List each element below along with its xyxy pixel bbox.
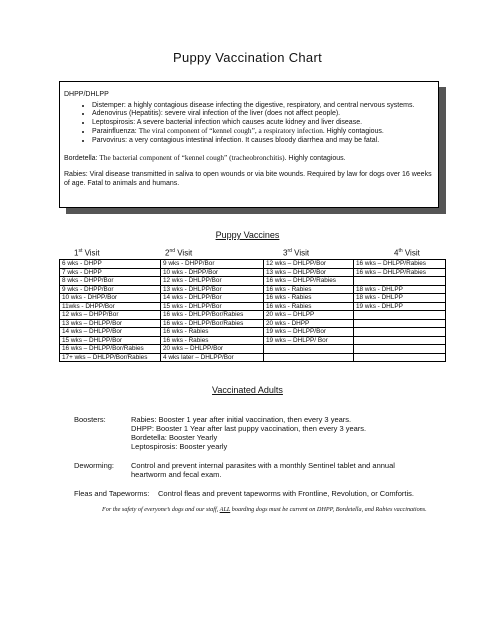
visit-header-3 [283, 248, 309, 258]
fleas-label: Fleas and Tapeworms: [74, 489, 150, 498]
table-cell: 19 wks – DHLPP/ Bor [264, 336, 354, 345]
table-row [60, 328, 446, 337]
puppy-vaccines-heading [0, 230, 495, 240]
table-row [60, 260, 446, 269]
table-row [60, 353, 446, 362]
disease-item-parvovirus: • Parvovirus: a very contagious intestinal infection. It causes bloody diarrhea and may be fatal. [92, 137, 434, 146]
visit-label: Visit [402, 248, 420, 258]
table-cell [264, 353, 354, 362]
disease-info-box [59, 81, 439, 208]
table-cell: 13 wks – DHLPP/Bor [264, 268, 354, 277]
table-cell: 20 wks - DHPP [264, 319, 354, 328]
table-row [60, 302, 446, 311]
table-cell: 16 wks - DHLPP/Bor/Rabies [161, 319, 264, 328]
table-cell: 13 wks - DHLPP/Bor [161, 285, 264, 294]
bordetella-label: Bordetella: [64, 154, 98, 162]
table-row [60, 336, 446, 345]
table-cell: 15 wks – DHLPP/Bor [60, 336, 161, 345]
table-cell [354, 353, 446, 362]
visit-num: 2 [165, 248, 170, 258]
booster-leptospirosis: Leptospirosis: Booster yearly [131, 442, 228, 451]
footnote-after: boarding dogs must be current on DHPP, Bordetella, and Rabies vaccinations. [230, 506, 427, 513]
table-cell: 16 wks - Rabies [161, 328, 264, 337]
booster-dhpp: DHPP: Booster 1 Year after last puppy vaccination, then every 3 years. [131, 424, 367, 433]
table-cell [354, 277, 446, 286]
visit-sup: nd [169, 248, 176, 254]
table-cell: 18 wks - DHLPP [354, 294, 446, 303]
table-cell: 16 wks - DHLPP/Bor/Rabies [161, 311, 264, 320]
table-cell: 19 wks – DHLPP/Bor [264, 328, 354, 337]
table-cell: 6 wks - DHPP [60, 260, 161, 269]
disease-item-adenovirus: • Adenovirus (Hepatitis): severe viral infection of the liver (does not affect people). [92, 110, 434, 119]
deworming-text: Control and prevent internal parasites with a monthly Sentinel tablet and annual heartworm and fecal exam. [131, 461, 395, 479]
footnote-before: For the safety of everyone’s dogs and our staff, [102, 506, 220, 513]
visit-header-1 [74, 248, 100, 258]
table-cell: 12 wks - DHLPP/Bor [161, 277, 264, 286]
visit-label: Visit [291, 248, 310, 258]
table-row [60, 285, 446, 294]
table-cell: 10 wks - DHPP/Bor [60, 294, 161, 303]
parainfluenza-label: Parainfluenza: [92, 128, 137, 136]
dhpp-heading: DHPP/DHLPP [64, 91, 109, 98]
table-cell: 14 wks - DHLPP/Bor [161, 294, 264, 303]
table-cell [354, 345, 446, 354]
table-cell: 16 wks - Rabies [264, 294, 354, 303]
boosters-list [131, 415, 366, 451]
table-cell: 8 wks - DHPP/Bor [60, 277, 161, 286]
footnote-emphasis: ALL [219, 506, 231, 513]
table-cell [264, 345, 354, 354]
vaccinated-adults-heading [0, 385, 495, 395]
table-row [60, 294, 446, 303]
table-cell: 4 wks later – DHLPP/Bor [161, 353, 264, 362]
vaccinated-adults-heading-text: Vaccinated Adults [212, 385, 283, 395]
table-cell: 16 wks - Rabies [161, 336, 264, 345]
visit-num: 3 [283, 248, 288, 258]
table-cell [354, 319, 446, 328]
fleas-text: Control fleas and prevent tapeworms with Frontline, Revolution, or Comfortis. [158, 489, 414, 498]
table-row [60, 311, 446, 320]
table-cell: 16 wks - Rabies [264, 285, 354, 294]
visit-sup: rd [287, 248, 292, 254]
visit-label: Visit [82, 248, 100, 258]
table-cell [354, 311, 446, 320]
table-row [60, 345, 446, 354]
page-title: Puppy Vaccination Chart [172, 50, 323, 65]
table-row [60, 319, 446, 328]
table-cell: 12 wks – DHPP/Bor [60, 311, 161, 320]
table-cell: 16 wks – DHLPP/Rabies [354, 268, 446, 277]
parainfluenza-desc: The viral component of “kennel cough”, a respiratory infection. [138, 126, 325, 136]
bordetella-tail: Highly contagious. [288, 154, 346, 162]
table-cell: 17+ wks – DHLPP/Bor/Rabies [60, 353, 161, 362]
table-cell: 7 wks - DHPP [60, 268, 161, 277]
booster-rabies: Rabies: Booster 1 year after initial vaccination, then every 3 years. [131, 415, 352, 424]
disease-item-distemper: • Distemper: a highly contagious disease infecting the digestive, respiratory, and central nervous systems. [92, 102, 434, 111]
boarding-footnote [102, 506, 432, 514]
visit-header-2 [165, 248, 192, 258]
table-cell: 9 wks - DHPP/Bor [60, 285, 161, 294]
puppy-vaccines-heading-text: Puppy Vaccines [215, 230, 280, 240]
rabies-paragraph: Rabies: Viral disease transmitted in saliva to open wounds or via bite wounds. Required by law for dogs over 16 weeks of age. Fatal to animals and humans. [64, 171, 432, 187]
visit-sup: st [78, 248, 83, 254]
table-cell: 15 wks - DHLPP/Bor [161, 302, 264, 311]
table-cell: 19 wks - DHLPP [354, 302, 446, 311]
table-row [60, 268, 446, 277]
table-cell: 16 wks - Rabies [264, 302, 354, 311]
table-cell: 10 wks - DHPP/Bor [161, 268, 264, 277]
table-cell [354, 328, 446, 337]
table-cell: 14 wks – DHLPP/Bor [60, 328, 161, 337]
puppy-vaccine-table [59, 259, 446, 362]
parainfluenza-tail: Highly contagious. [326, 128, 384, 136]
boosters-label: Boosters: [74, 415, 106, 424]
table-cell: 20 wks – DHLPP [264, 311, 354, 320]
table-cell: 16 wks – DHLPP/Rabies [354, 260, 446, 269]
visit-label: Visit [175, 248, 193, 258]
disease-item-leptospirosis: • Leptospirosis: A severe bacterial infection which causes acute kidney and liver disease. [92, 119, 434, 128]
table-cell: 18 wks - DHLPP [354, 285, 446, 294]
bordetella-desc: The bacterial component of “kennel cough” (tracheobronchitis). [99, 152, 287, 162]
deworming-label: Deworming: [74, 461, 115, 470]
table-cell: 16 wks – DHLPP/Rabies [264, 277, 354, 286]
table-cell: 16 wks – DHLPP/Bor/Rabies [60, 345, 161, 354]
visit-sup: th [398, 248, 403, 254]
table-cell: 9 wks - DHPP/Bor [161, 260, 264, 269]
visit-num: 4 [394, 248, 399, 258]
table-cell: 11wks - DHPP/Bor [60, 302, 161, 311]
disease-item-parainfluenza [92, 127, 434, 137]
disease-list [64, 102, 434, 146]
table-cell: 20 wks – DHLPP/Bor [161, 345, 264, 354]
visit-num: 1 [74, 248, 79, 258]
puppy-vaccine-table-body [60, 260, 446, 362]
visit-header-4 [394, 248, 420, 258]
booster-bordetella: Bordetella: Booster Yearly [131, 433, 218, 442]
table-cell: 12 wks – DHLPP/Bor [264, 260, 354, 269]
table-cell [354, 336, 446, 345]
table-cell: 13 wks – DHLPP/Bor [60, 319, 161, 328]
table-row [60, 277, 446, 286]
bordetella-paragraph [64, 154, 434, 164]
